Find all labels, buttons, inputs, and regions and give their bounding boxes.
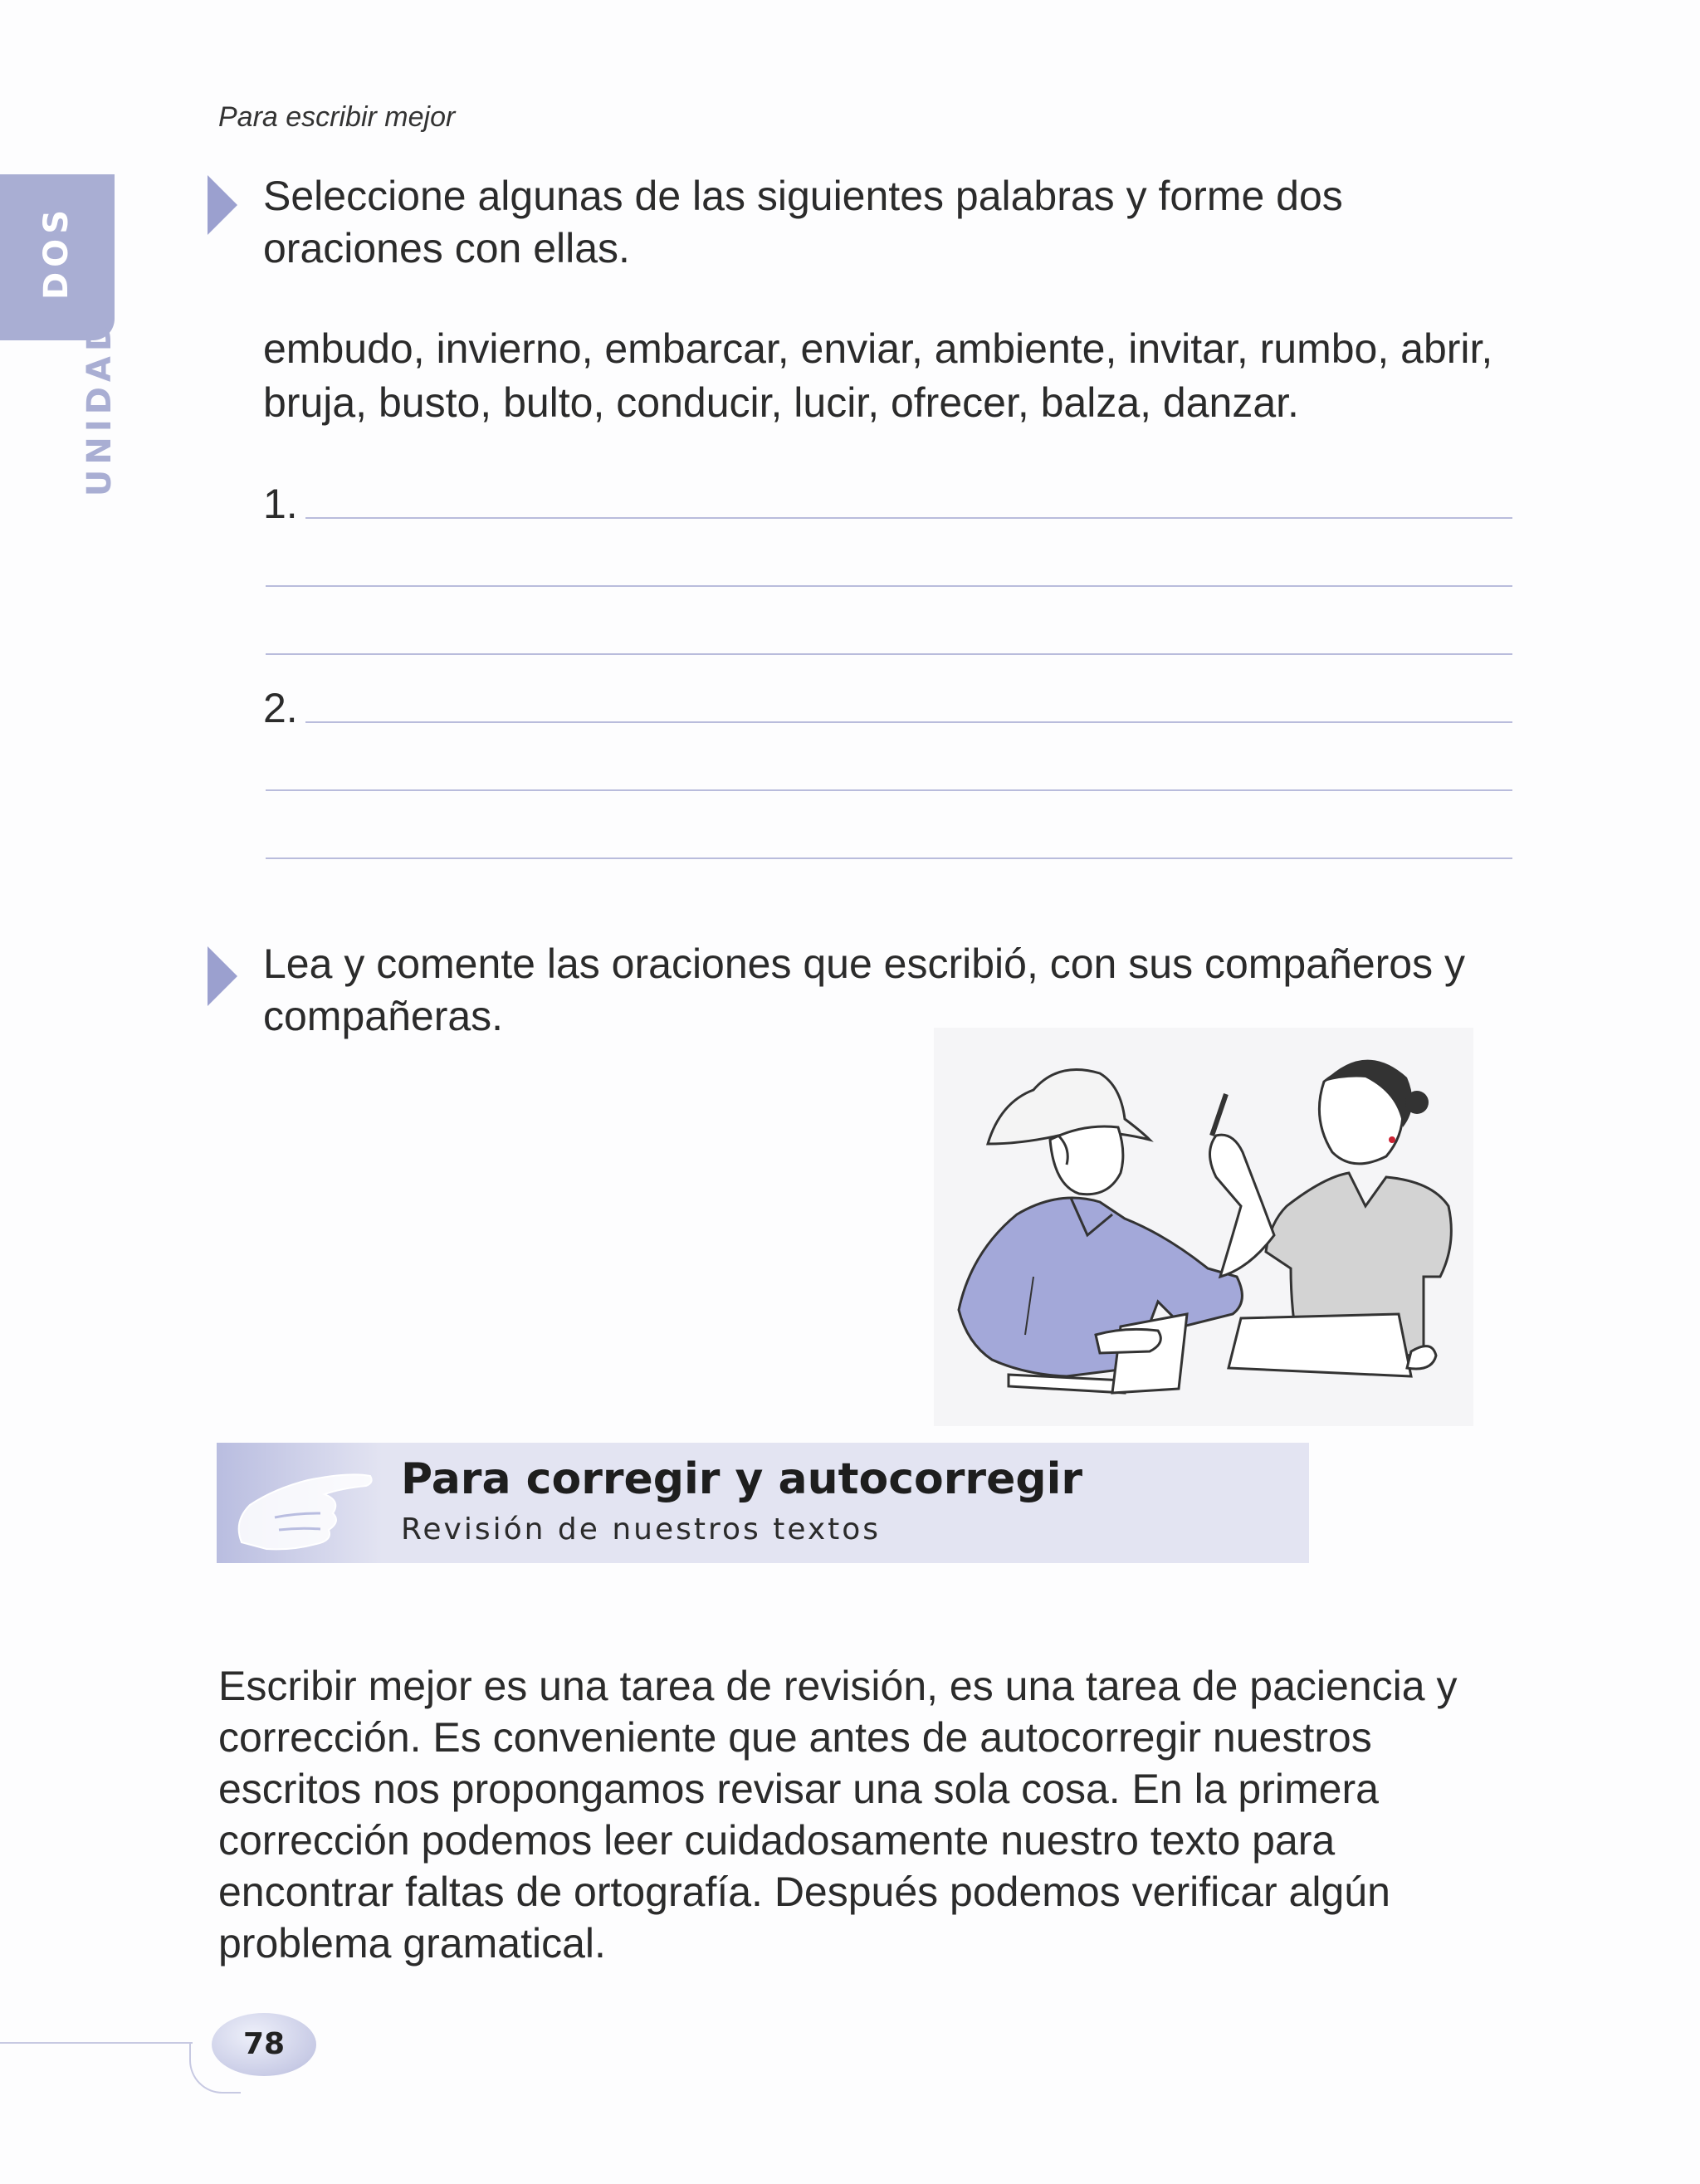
bullet-arrow-icon — [208, 946, 237, 1006]
body-paragraph: Escribir mejor es una tarea de revisión, es una tarea de paciencia y corrección. Es conveniente que antes de autocorregir nuestros escritos nos propongamos revisar una sola cosa. En la primera corrección podemos leer cuidadosamente nuestro texto para encontrar faltas de ortografía. Después podemos verificar algún problema gramatical. — [218, 1663, 1458, 1967]
item-number-2: 2. — [263, 685, 298, 731]
running-head: Para escribir mejor — [218, 101, 456, 133]
activity2-instruction: Lea y comente las oraciones que escribió, con sus compañeros y compañeras. — [263, 941, 1465, 1039]
unit-label-dos: DOS — [37, 205, 76, 300]
pointing-hand-icon — [217, 1443, 383, 1563]
answer-line-1c[interactable] — [266, 653, 1512, 655]
answer-line-1a[interactable] — [305, 517, 1512, 519]
page-number: 78 — [212, 2013, 316, 2076]
answer-line-1b[interactable] — [266, 585, 1512, 587]
footer-rule — [0, 2042, 193, 2044]
section-banner — [217, 1443, 1309, 1563]
item-number-1: 1. — [263, 481, 298, 527]
bullet-arrow-icon — [208, 175, 237, 235]
activity1-instruction: Seleccione algunas de las siguientes palabras y forme dos oraciones con ellas. — [263, 173, 1343, 271]
answer-line-2c[interactable] — [266, 857, 1512, 859]
unit-label-unidad: UNIDAD — [81, 318, 119, 497]
section-subtitle: Revisión de nuestros textos — [401, 1512, 882, 1546]
banner-icon-area — [217, 1443, 383, 1563]
answer-line-2a[interactable] — [305, 721, 1512, 723]
activity1-instruction-block — [208, 170, 1519, 275]
word-list: embudo, invierno, embarcar, enviar, ambiente, invitar, rumbo, abrir, bruja, busto, bulto, conducir, lucir, ofrecer, balza, danzar. — [263, 325, 1493, 426]
two-people-reading-illustration — [934, 1028, 1473, 1426]
section-title: Para corregir y autocorregir — [401, 1454, 1083, 1504]
answer-line-2b[interactable] — [266, 789, 1512, 791]
